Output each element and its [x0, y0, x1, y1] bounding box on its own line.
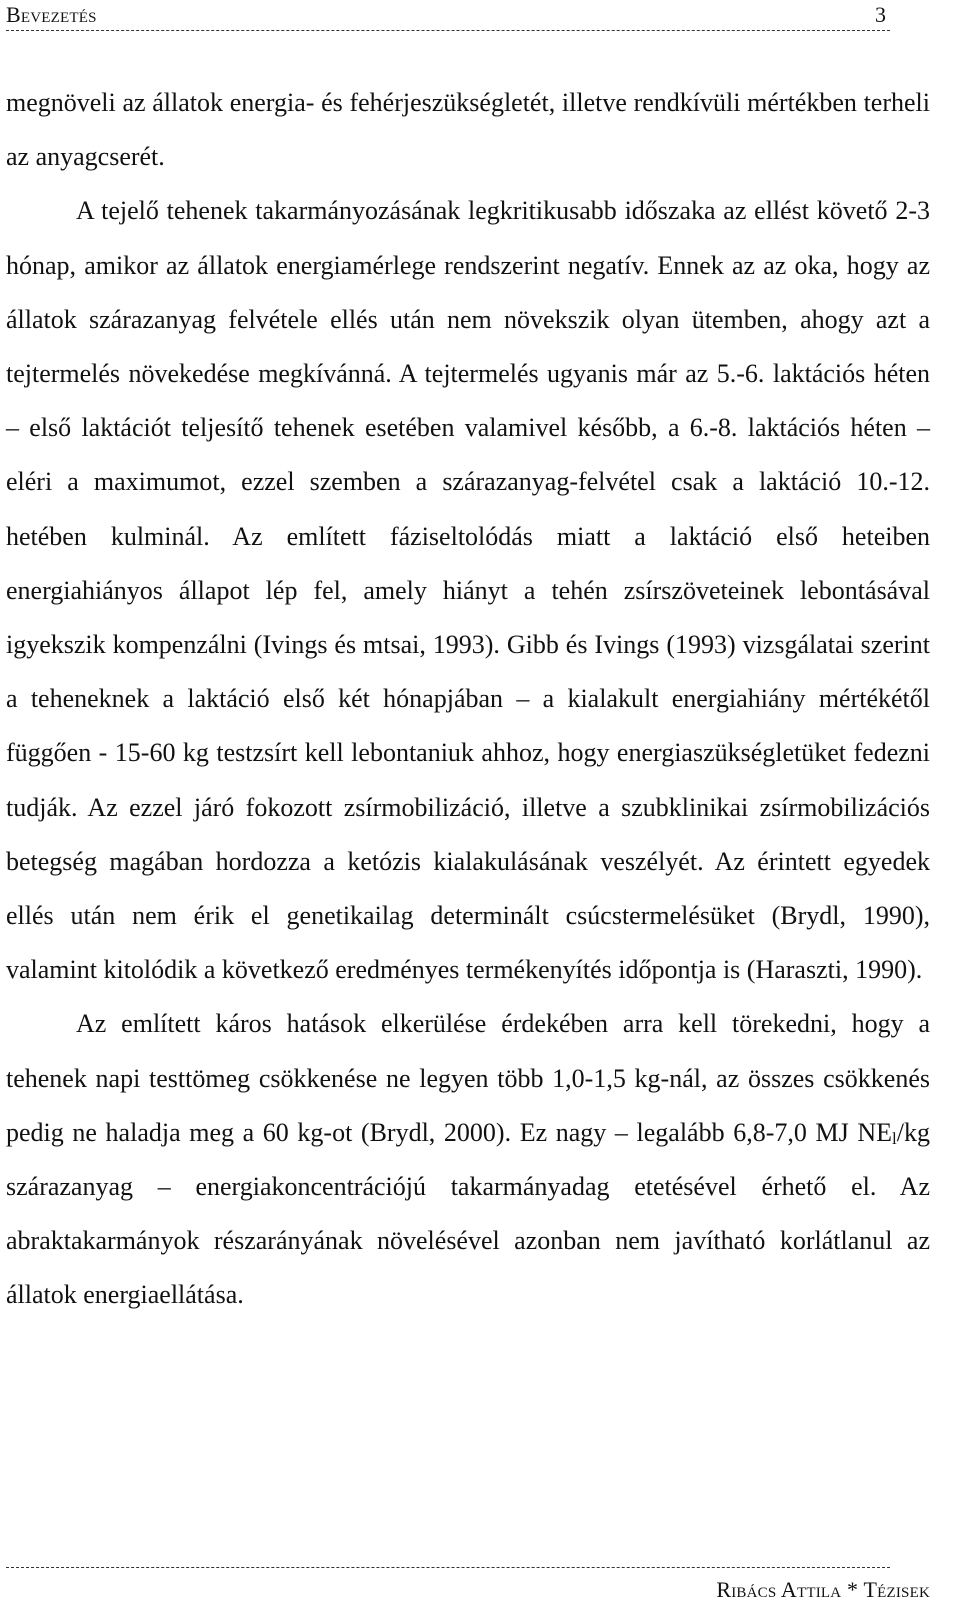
page-footer: Ribács Attila * Tézisek	[716, 1577, 930, 1602]
body-text	[6, 76, 930, 1323]
paragraph-3-subscript: l	[892, 1128, 897, 1148]
header-page-number: 3	[875, 2, 886, 27]
paragraph-1: megnöveli az állatok energia- és fehérjeszükségletét, illetve rendkívüli mértékben terheli az anyagcserét.	[6, 88, 930, 172]
page-header	[6, 0, 890, 30]
header-section-title: Bevezetés	[6, 2, 97, 27]
footer-divider	[6, 1567, 890, 1568]
paragraph-2: A tejelő tehenek takarmányozásának legkritikusabb időszaka az ellést követő 2-3 hónap, amikor az állatok energiamérlege rendszerint negatív. Ennek az az oka, hogy az állatok szárazanyag felvétele ellés után nem növekszik olyan ütemben, ahogy azt a tejtermelés növekedése megkívánná. A tejtermelés ugyanis már az 5.-6. laktációs héten – első laktációt teljesítő tehenek esetében valamivel később, a 6.-8. laktációs héten – eléri a maximumot, ezzel szemben a szárazanyag-felvétel csak a laktáció 10.-12. hetében kulminál. Az említett fáziseltolódás miatt a laktáció első heteiben energiahiányos állapot lép fel, amely hiányt a tehén zsírszöveteinek lebontásával igyekszik kompenzálni (Ivings és mtsai, 1993). Gibb és Ivings (1993) vizsgálatai szerint a teheneknek a laktáció első két hónapjában – a kialakult energiahiány mértékétől függően - 15-60 kg testzsírt kell lebontaniuk ahhoz, hogy energiaszükségletüket fedezni tudják. Az ezzel járó fokozott zsírmobilizáció, illetve a szubklinikai zsírmobilizációs betegség magában hordozza a ketózis kialakulásának veszélyét. Az érintett egyedek ellés után nem érik el genetikailag determinált csúcstermelésüket (Brydl, 1990), valamint kitolódik a következő eredményes termékenyítés időpontja is (Haraszti, 1990).	[6, 196, 930, 985]
paragraph-3	[6, 997, 930, 1322]
paragraph-3-part-1: Az említett káros hatások elkerülése érdekében arra kell törekedni, hogy a tehenek napi testtömeg csökkenése ne legyen több 1,0-1,5 kg-nál, az összes csökkenés pedig ne haladja meg a 60 kg-ot (Brydl, 2000). Ez nagy – legalább 6,8-7,0 MJ NE	[6, 1009, 930, 1147]
paragraph-3-part-2: /kg szárazanyag – energiakoncentrációjú takarmányadag etetésével érhető el. Az abraktakarmányok részarányának növelésével azonban nem javítható korlátlanul az állatok energiaellátása.	[6, 1117, 930, 1310]
header-divider	[6, 30, 890, 31]
